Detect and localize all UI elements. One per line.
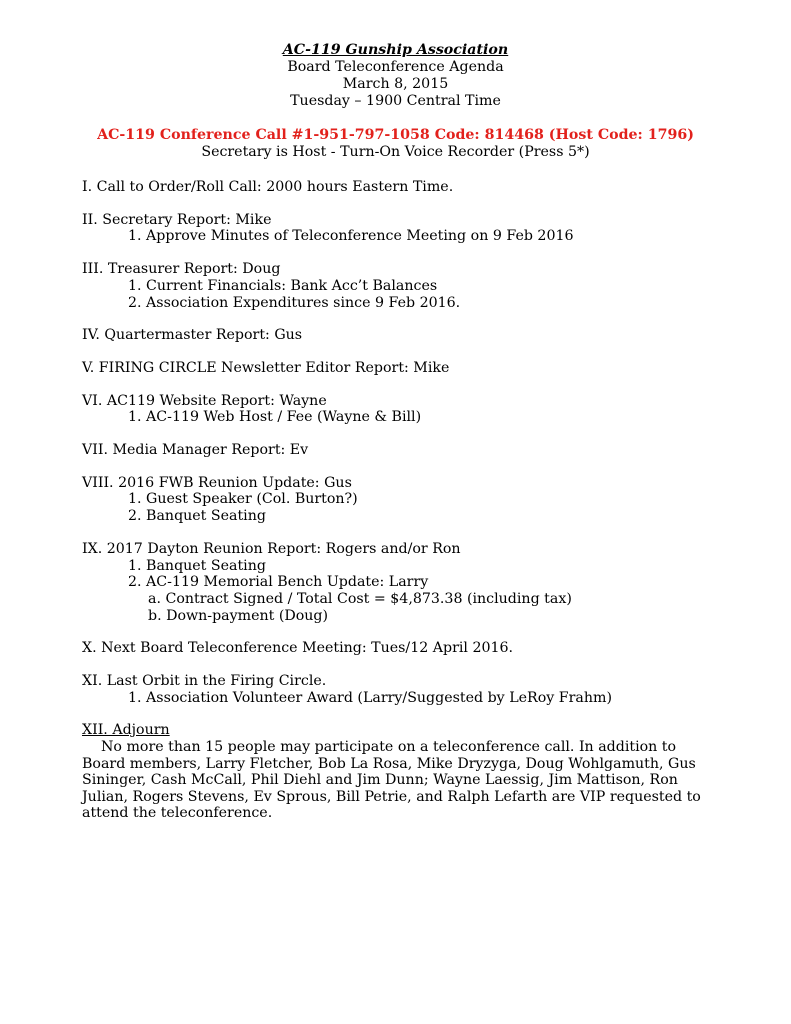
agenda-header [82, 42, 709, 161]
agenda-item-text: 1. AC-119 Web Host / Fee (Wayne & Bill) [128, 409, 422, 426]
agenda-item-list [82, 491, 791, 524]
agenda-item-text: 1. Current Financials: Bank Acc’t Balances [128, 277, 438, 294]
agenda-section-title: I. Call to Order/Roll Call: 2000 hours Eastern Time. [82, 179, 454, 195]
agenda-item-text: 2. Association Expenditures since 9 Feb 2016. [128, 294, 461, 311]
agenda-item [82, 278, 791, 295]
agenda-section-title: XI. Last Orbit in the Firing Circle. [82, 673, 327, 690]
agenda-section-title: IV. Quartermaster Report: Gus [82, 327, 303, 344]
organization-title: AC-119 Gunship Association [282, 42, 509, 58]
agenda-item-list [82, 409, 791, 426]
agenda-section [82, 673, 791, 706]
agenda-item-list [82, 690, 791, 707]
agenda-item-list [82, 558, 791, 625]
agenda-section [82, 541, 791, 625]
agenda-item-text: 1. Guest Speaker (Col. Burton?) [128, 491, 358, 508]
meeting-date: March 8, 2015 [342, 76, 449, 92]
agenda-section [82, 212, 791, 245]
agenda-section [82, 475, 791, 525]
agenda-item [82, 409, 791, 426]
adjourn-section [82, 722, 791, 821]
agenda-subtitle: Board Teleconference Agenda [287, 59, 504, 75]
agenda-section-title: II. Secretary Report: Mike [82, 211, 272, 228]
agenda-section-title: III. Treasurer Report: Doug [82, 261, 281, 278]
agenda-section-title: VI. AC119 Website Report: Wayne [82, 392, 327, 409]
host-note: Secretary is Host - Turn-On Voice Recorder (Press 5*) [201, 144, 590, 160]
agenda-section [82, 442, 791, 459]
agenda-section-title: VIII. 2016 FWB Reunion Update: Gus [82, 474, 352, 491]
agenda-item [82, 574, 791, 624]
agenda-section-title: IX. 2017 Dayton Reunion Report: Rogers and/or Ron [82, 540, 461, 557]
agenda-section-title: V. FIRING CIRCLE Newsletter Editor Report: Mike [82, 359, 450, 376]
agenda-item [82, 295, 791, 312]
attendance-paragraph: No more than 15 people may participate on a teleconference call. In addition to Board members, Larry Fletcher, Bob La Rosa, Mike Dryzyga, Doug Wohlgamuth, Gus Sininger, Cash McCall, Phil Diehl and Jim Dunn; Wayne Laessig, Jim Mattison, Ron Julian, Rogers Stevens, Ev Sprous, Bill Petrie, and Ralph Lefarth are VIP requested to attend the teleconference. [82, 739, 701, 822]
agenda-item-text: 2. Banquet Seating [128, 508, 266, 525]
agenda-section [82, 261, 791, 311]
agenda-subitem: b. Down-payment (Doug) [148, 607, 329, 624]
agenda-section [82, 360, 791, 377]
agenda-section [82, 640, 791, 657]
agenda-list [82, 179, 791, 706]
agenda-item [82, 228, 791, 245]
agenda-section-title: X. Next Board Teleconference Meeting: Tues/12 April 2016. [82, 640, 514, 657]
agenda-item [82, 491, 791, 508]
agenda-item [82, 690, 791, 707]
agenda-item-text: 2. AC-119 Memorial Bench Update: Larry [128, 574, 429, 591]
agenda-item-text: 1. Association Volunteer Award (Larry/Suggested by LeRoy Frahm) [128, 689, 612, 706]
agenda-item-list [82, 278, 791, 311]
agenda-item [82, 558, 791, 575]
agenda-subitem: a. Contract Signed / Total Cost = $4,873.38 (including tax) [148, 590, 572, 607]
adjourn-title: XII. Adjourn [82, 722, 170, 739]
agenda-section-title: VII. Media Manager Report: Ev [82, 442, 309, 459]
agenda-subitem-list [128, 591, 791, 624]
agenda-item-text: 1. Approve Minutes of Teleconference Meeting on 9 Feb 2016 [128, 228, 574, 245]
meeting-time: Tuesday – 1900 Central Time [290, 93, 501, 109]
agenda-section [82, 393, 791, 426]
agenda-section [82, 179, 791, 196]
agenda-item [82, 508, 791, 525]
conference-call-line: AC-119 Conference Call #1-951-797-1058 Code: 814468 (Host Code: 1796) [97, 127, 694, 143]
agenda-item-list [82, 228, 791, 245]
agenda-item-text: 1. Banquet Seating [128, 557, 266, 574]
agenda-section [82, 327, 791, 344]
